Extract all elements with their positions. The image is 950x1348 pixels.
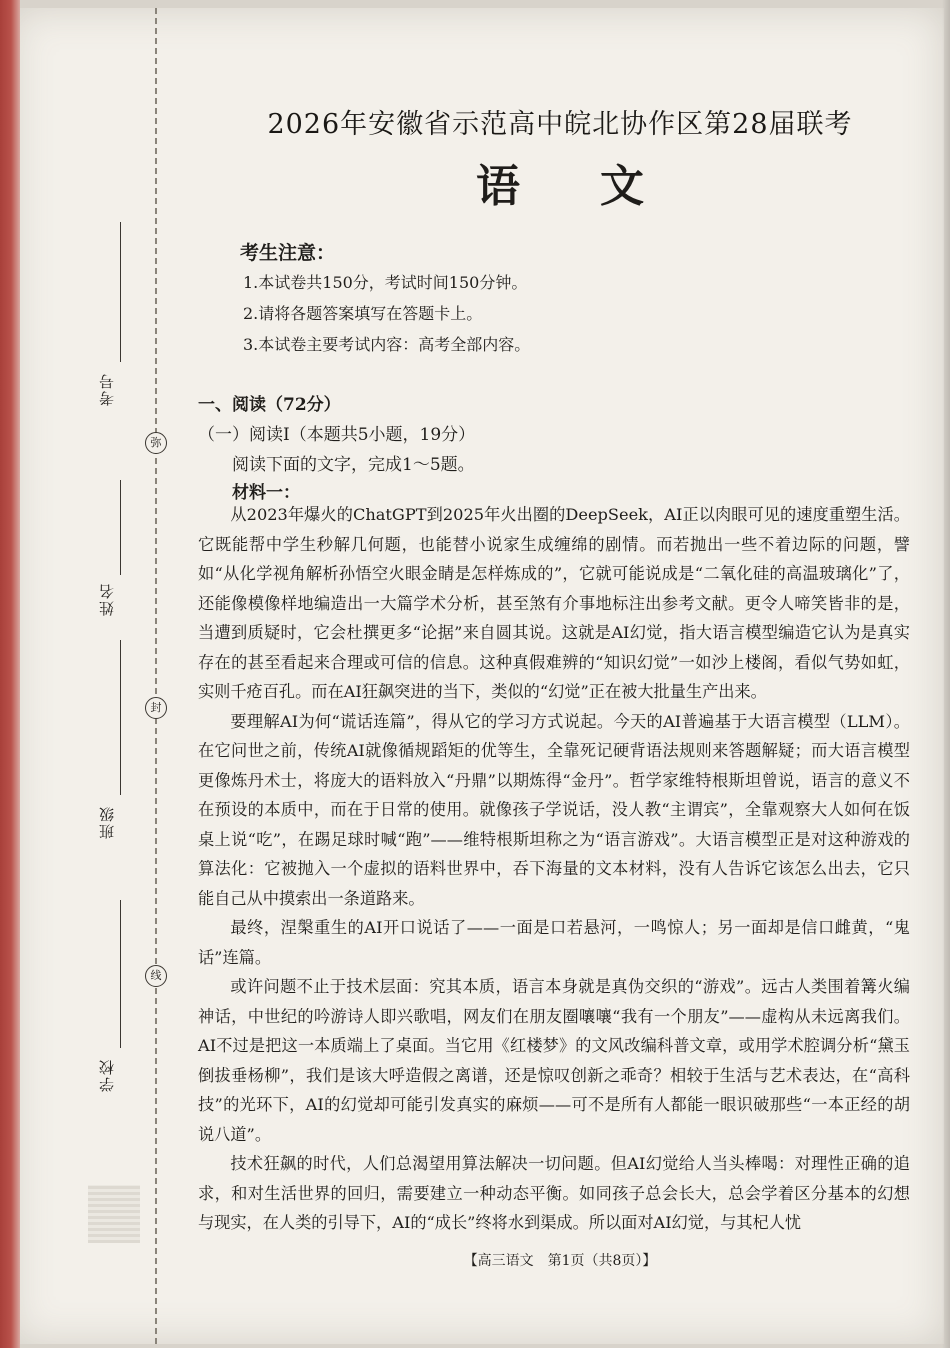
- section-instruction: 阅读下面的文字，完成1～5题。: [232, 455, 475, 475]
- seal-feng: 封: [145, 697, 167, 719]
- reading-passage: [198, 500, 910, 1238]
- name-field: [96, 480, 126, 660]
- exam-number-line: [120, 222, 121, 362]
- class-line: [120, 640, 121, 795]
- school-label: 学校: [98, 1058, 116, 1092]
- name-line: [120, 480, 121, 575]
- section-part-heading: 一、阅读（72分）: [198, 395, 341, 415]
- page-edge-shadow: [942, 0, 950, 1348]
- section-sub-heading: （一）阅读Ⅰ（本题共5小题，19分）: [198, 425, 476, 445]
- passage-paragraph: 要理解AI为何“谎话连篇”，得从它的学习方式说起。今天的AI普遍基于大语言模型（LLM）。在它问世之前，传统AI就像循规蹈矩的优等生，全靠死记硬背语法规则来答题解疑；而大语言模型更像炼丹术士，将庞大的语料放入“丹鼎”以期炼得“金丹”。哲学家维特根斯坦曾说，语言的意义不在预设的本质中，而在于日常的使用。就像孩子学说话，没人教“主谓宾”，全靠观察大人如何在饭桌上说“吃”，在踢足球时喊“跑”——维特根斯坦称之为“语言游戏”。大语言模型正是对这种游戏的算法化：它被抛入一个虚拟的语料世界中，吞下海量的文本材料，没有人告诉它该怎么出去，它只能自己从中摸索出一条道路来。: [198, 711, 910, 908]
- binding-dashed-line: [155, 8, 157, 1344]
- seal-xian: 线: [145, 965, 167, 987]
- exam-title: 2026年安徽省示范高中皖北协作区第28届联考: [267, 109, 853, 140]
- notice-item: 1.本试卷共150分，考试时间150分钟。: [243, 273, 528, 292]
- material-label: 材料一：: [232, 483, 300, 503]
- notice-heading: 考生注意：: [240, 242, 336, 264]
- school-line: [120, 900, 121, 1048]
- red-edge-strip: [0, 0, 20, 1348]
- exam-number-field: [96, 222, 126, 432]
- page-footer: 【高三语文 第1页（共8页）】: [463, 1253, 657, 1269]
- passage-paragraph: 技术狂飙的时代，人们总渴望用算法解决一切问题。但AI幻觉给人当头棒喝：对理性正确的追求，和对生活世界的回归，需要建立一种动态平衡。如同孩子总会长大，总会学着区分基本的幻想与现实，在人类的引导下，AI的“成长”终将水到渠成。所以面对AI幻觉，与其杞人忧: [198, 1154, 910, 1232]
- name-label: 姓名: [98, 582, 116, 616]
- notice-item: 3.本试卷主要考试内容：高考全部内容。: [243, 335, 531, 354]
- faint-qr-code: [88, 1185, 140, 1243]
- class-label: 班级: [98, 805, 116, 839]
- passage-paragraph: 从2023年爆火的ChatGPT到2025年火出圈的DeepSeek，AI正以肉眼可见的速度重塑生活。它既能帮中学生秒解几何题，也能替小说家生成缠绵的剧情。而若抛出一些不着边际的问题，譬如“从化学视角解析孙悟空火眼金睛是怎样炼成的”，它就可能说成是“二氧化硅的高温玻璃化”了，还能像模像样地编造出一大篇学术分析，甚至煞有介事地标注出参考文献。更令人啼笑皆非的是，当遭到质疑时，它会杜撰更多“论据”来自圆其说。这就是AI幻觉，指大语言模型编造它认为是真实存在的甚至看起来合理或可信的信息。这种真假难辨的“知识幻觉”一如沙上楼阁，看似气势如虹，实则千疮百孔。而在AI狂飙突进的当下，类似的“幻觉”正在被大批量生产出来。: [198, 505, 910, 701]
- notice-item: 2.请将各题答案填写在答题卡上。: [243, 304, 483, 323]
- subject-title: 语文: [476, 161, 724, 212]
- passage-paragraph: 或许问题不止于技术层面：究其本质，语言本身就是真伪交织的“游戏”。远古人类围着篝火编神话，中世纪的吟游诗人即兴歌唱，网友们在朋友圈嚷嚷“我有一个朋友”——虚构从未远离我们。AI不过是把这一本质端上了桌面。当它用《红楼梦》的文风改编科普文章，或用学术腔调分析“黛玉倒拔垂杨柳”，我们是该大呼造假之离谱，还是惊叹创新之乖奇？相较于生活与艺术表达，在“高科技”的光环下，AI的幻觉却可能引发真实的麻烦——可不是所有人都能一眼识破那些“一本正经的胡说八道”。: [198, 977, 910, 1144]
- passage-paragraph: 最终，涅槃重生的AI开口说话了——一面是口若悬河，一鸣惊人；另一面却是信口雌黄，“鬼话”连篇。: [198, 918, 910, 967]
- seal-mi: 弥: [145, 432, 167, 454]
- school-field: [96, 900, 126, 1100]
- exam-number-label: 考号: [98, 372, 116, 406]
- class-field: [96, 640, 126, 850]
